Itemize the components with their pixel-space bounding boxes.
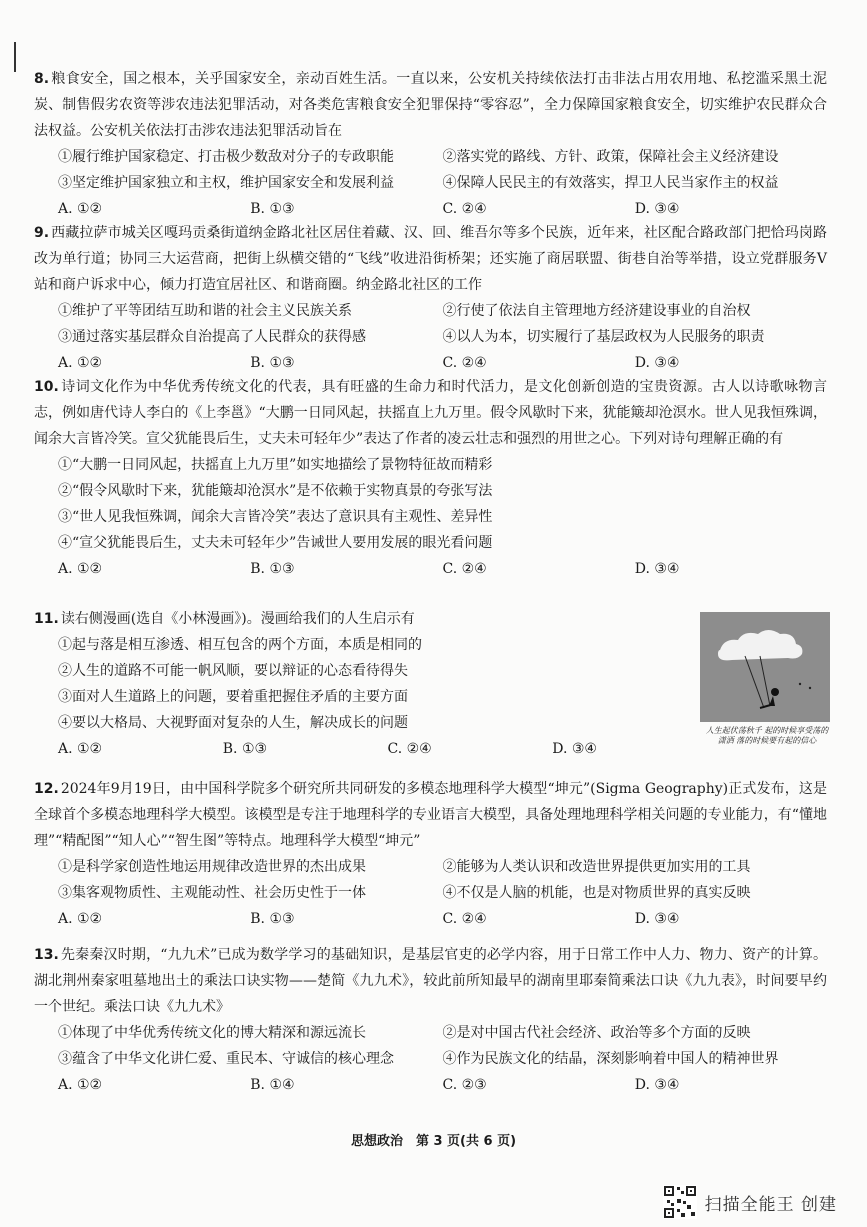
- cartoon-background: [700, 612, 830, 722]
- answer-c: C. ②④: [442, 355, 487, 371]
- answer-c: C. ②④: [442, 561, 487, 577]
- question-12: [34, 776, 827, 932]
- question-stem: 9. 西藏拉萨市城关区嘎玛贡桑街道纳金路北社区居住着藏、汉、回、维吾尔等多个民族，近年来，社区配合路政部门把恰玛岗路改为单行道；协同三大运营商，把街上纵横交错的“飞线”收进沿街桥架；还实施了商居联盟、街巷自治等举措，设立党群服务V站和商户诉求中心，倾力打造宜居社区、和谐商圈。纳金路北社区的工作: [34, 225, 827, 293]
- cartoon-caption: 人生起伏荡秋千 起的时候享受荡的潇洒 落的时候要有起的信心: [705, 726, 829, 745]
- question-stem: 12. 2024年9月19日，由中国科学院多个研究所共同研发的多模态地理科学大模型“坤元”(Sigma Geography)正式发布，这是全球首个多模态地理科学大模型。该模型是专注于地理科学的专业语言大模型，具备处理地理科学相关问题的专业能力，有“懂地理”“精配图”“知人心”“智生图”等特点。地理科学大模型“坤元”: [34, 781, 827, 849]
- question-10: [34, 374, 827, 582]
- option-4: ④要以大格局、大视野面对复杂的人生，解决成长的问题: [58, 715, 408, 731]
- option-1: ①起与落是相互渗透、相互包含的两个方面，本质是相同的: [58, 637, 422, 653]
- answer-choices: [34, 196, 827, 222]
- answer-a: A. ①②: [58, 355, 103, 371]
- answer-c: C. ②④: [442, 201, 487, 217]
- answer-b: B. ①③: [222, 741, 268, 757]
- answer-c: C. ②④: [387, 741, 432, 757]
- question-options: [34, 298, 827, 350]
- option-1: ①“大鹏一日同风起，扶摇直上九万里”如实地描绘了景物特征故而精彩: [58, 457, 493, 473]
- option-3: ③“世人见我恒殊调，闻余大言皆冷笑”表达了意识具有主观性、差异性: [58, 509, 493, 525]
- option-3: ③蕴含了中华文化讲仁爱、重民本、守诚信的核心理念: [58, 1051, 394, 1067]
- page-footer: 思想政治 第 3 页(共 6 页): [350, 1134, 517, 1149]
- option-4: ④“宣父犹能畏后生，丈夫未可轻年少”告诫世人要用发展的眼光看问题: [58, 535, 493, 551]
- answer-d: D. ③④: [634, 561, 680, 577]
- question-9: [34, 220, 827, 376]
- binding-mark: [14, 42, 16, 72]
- answer-b: B. ①③: [250, 561, 295, 577]
- question-8: [34, 66, 827, 222]
- answer-b: B. ①④: [250, 1077, 295, 1093]
- watermark-text: 扫描全能王 创建: [704, 1194, 837, 1215]
- question-stem: 10. 诗词文化作为中华优秀传统文化的代表，具有旺盛的生命力和时代活力，是文化创新创造的宝贵资源。古人以诗歌咏物言志，例如唐代诗人李白的《上李邕》“大鹏一日同风起，扶摇直上九万里。假令风歇时下来，犹能簸却沧溟水。世人见我恒殊调，闻余大言皆冷笑。宣父犹能畏后生，丈夫未可轻年少”表达了作者的凌云壮志和强烈的用世之心。下列对诗句理解正确的有: [34, 379, 827, 447]
- answer-d: D. ③④: [634, 355, 680, 371]
- question-11-answers: [34, 736, 717, 762]
- qr-code-icon: [663, 1185, 697, 1219]
- swinging-person-icon: [771, 688, 779, 696]
- answer-b: B. ①③: [250, 201, 295, 217]
- scanner-watermark: [663, 1185, 837, 1219]
- question-options: [34, 1020, 827, 1072]
- option-4: ④以人为本，切实履行了基层政权为人民服务的职责: [442, 329, 765, 345]
- option-3: ③集客观物质性、主观能动性、社会历史性于一体: [58, 885, 366, 901]
- option-2: ②人生的道路不可能一帆风顺，要以辩证的心态看待得失: [58, 663, 408, 679]
- answer-choices: [34, 350, 827, 376]
- option-2: ②行使了依法自主管理地方经济建设事业的自治权: [442, 303, 751, 319]
- option-3: ③坚定维护国家独立和主权，维护国家安全和发展利益: [58, 175, 394, 191]
- answer-choices: [34, 1072, 827, 1098]
- answer-a: A. ①②: [58, 911, 103, 927]
- answer-choices: [34, 906, 827, 932]
- answer-a: A. ①②: [58, 201, 103, 217]
- option-2: ②是对中国古代社会经济、政治等多个方面的反映: [442, 1025, 751, 1041]
- option-4: ④保障人民民主的有效落实，捍卫人民当家作主的权益: [442, 175, 779, 191]
- answer-c: C. ②③: [442, 1077, 487, 1093]
- answer-b: B. ①③: [250, 911, 295, 927]
- option-4: ④作为民族文化的结晶，深刻影响着中国人的精神世界: [442, 1051, 779, 1067]
- question-options: [34, 452, 827, 556]
- option-2: ②落实党的路线、方针、政策，保障社会主义经济建设: [442, 149, 779, 165]
- answer-b: B. ①③: [250, 355, 295, 371]
- answer-choices: [34, 736, 717, 762]
- answer-d: D. ③④: [634, 1077, 680, 1093]
- question-options: [34, 144, 827, 196]
- option-1: ①是科学家创造性地运用规律改造世界的杰出成果: [58, 859, 366, 875]
- option-1: ①体现了中华优秀传统文化的博大精深和源远流长: [58, 1025, 366, 1041]
- answer-d: D. ③④: [634, 911, 680, 927]
- answer-choices: [34, 556, 827, 582]
- question-stem: 8. 粮食安全，国之根本，关乎国家安全，亲动百姓生活。一直以来，公安机关持续依法打击非法占用农用地、私挖滥采黑土泥炭、制售假劣农资等涉农违法犯罪活动，对各类危害粮食安全犯罪保持“零容忍”，全力保障国家粮食安全，切实维护农民群众合法权益。公安机关依法打击涉农违法犯罪活动旨在: [34, 71, 827, 139]
- question-11: [34, 606, 687, 736]
- answer-a: A. ①②: [58, 1077, 103, 1093]
- question-stem: 13. 先秦秦汉时期，“九九术”已成为数学学习的基础知识，是基层官吏的必学内容，用于日常工作中人力、物力、资产的计算。湖北荆州秦家咀墓地出土的乘法口诀实物——楚简《九九术》，较此前所知最早的湖南里耶秦简乘法口诀《九九表》，时间要早约一个世纪。乘法口诀《九九术》: [34, 947, 827, 1015]
- question-options: [34, 632, 687, 736]
- option-1: ①维护了平等团结互助和谐的社会主义民族关系: [58, 303, 352, 319]
- answer-a: A. ①②: [58, 741, 103, 757]
- question-stem: 11. 读右侧漫画(选自《小林漫画》)。漫画给我们的人生启示有: [34, 611, 415, 627]
- answer-d: D. ③④: [552, 741, 597, 757]
- question-13: [34, 942, 827, 1098]
- option-4: ④不仅是人脑的机能，也是对物质世界的真实反映: [442, 885, 751, 901]
- option-1: ①履行维护国家稳定、打击极少数敌对分子的专政职能: [58, 149, 394, 165]
- question-options: [34, 854, 827, 906]
- answer-c: C. ②④: [442, 911, 487, 927]
- option-2: ②“假令风歇时下来，犹能簸却沧溟水”是不依赖于实物真景的夸张写法: [58, 483, 493, 499]
- option-3: ③通过落实基层群众自治提高了人民群众的获得感: [58, 329, 366, 345]
- option-3: ③面对人生道路上的问题，要着重把握住矛盾的主要方面: [58, 689, 408, 705]
- answer-a: A. ①②: [58, 561, 103, 577]
- answer-d: D. ③④: [634, 201, 680, 217]
- option-2: ②能够为人类认识和改造世界提供更加实用的工具: [442, 859, 751, 875]
